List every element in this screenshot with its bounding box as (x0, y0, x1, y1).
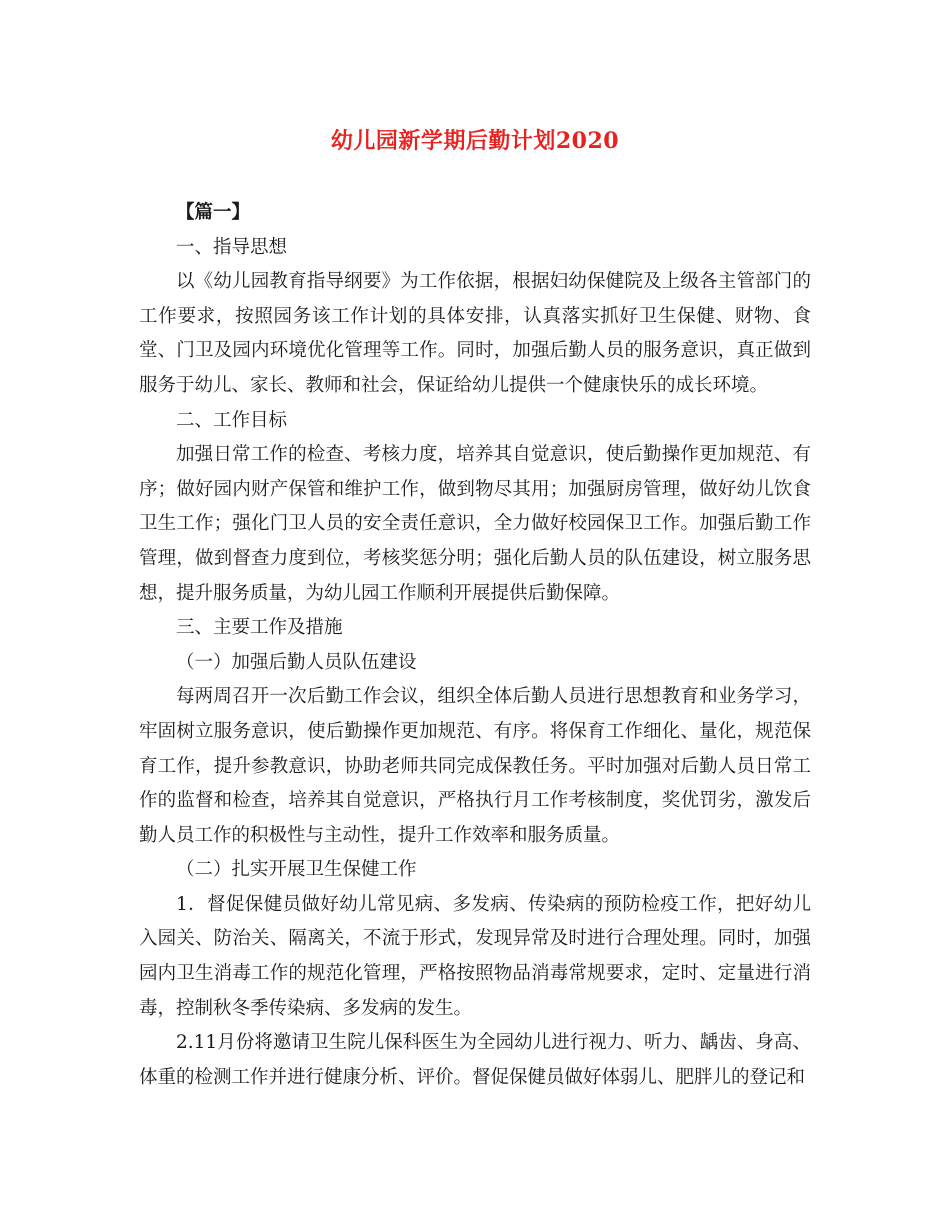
subheading-health-care: （二）扎实开展卫生保健工作 (176, 859, 417, 881)
paragraph: 加强日常工作的检查、考核力度，培养其自觉意识，使后勤操作更加规范、有序；做好园内财产保管和维护工作，做到物尽其用；加强厨房管理，做好幼儿饮食卫生工作；强化门卫人员的安全责任意识，全力做好校园保卫工作。加强后勤工作管理，做到督查力度到位，考核奖惩分明；强化后勤人员的队伍建设，树立服务思想，提升服务质量，为幼儿园工作顺利开展提供后勤保障。 (139, 444, 811, 604)
document-title: 幼儿园新学期后勤计划2020 (330, 128, 620, 154)
heading-main-work: 三、主要工作及措施 (176, 617, 343, 639)
paragraph: 以《幼儿园教育指导纲要》为工作依据，根据妇幼保健院及上级各主管部门的工作要求，按照园务该工作计划的具体安排，认真落实抓好卫生保健、财物、食堂、门卫及园内环境优化管理等工作。同时，加强后勤人员的服务意识，真正做到服务于幼儿、家长、教师和社会，保证给幼儿提供一个健康快乐的成长环境。 (139, 271, 811, 396)
heading-work-goals: 二、工作目标 (176, 409, 288, 431)
paragraph: 1．督促保健员做好幼儿常见病、多发病、传染病的预防检疫工作，把好幼儿入园关、防治关、隔离关，不流于形式，发现异常及时进行合理处理。同时，加强园内卫生消毒工作的规范化管理，严格按照物品消毒常规要求，定时、定量进行消毒，控制秋冬季传染病、多发病的发生。 (139, 893, 811, 1019)
subheading-staff-building: （一）加强后勤人员队伍建设 (176, 651, 417, 673)
section-label: 【篇一】 (176, 202, 251, 223)
paragraph: 每两周召开一次后勤工作会议，组织全体后勤人员进行思想教育和业务学习，牢固树立服务意识，使后勤操作更加规范、有序。将保育工作细化、量化，规范保育工作，提升参教意识，协助老师共同完成保教任务。平时加强对后勤人员日常工作的监督和检查，培养其自觉意识，严格执行月工作考核制度，奖优罚劣，激发后勤人员工作的积极性与主动性，提升工作效率和服务质量。 (139, 686, 811, 846)
heading-guiding-ideology: 一、指导思想 (176, 236, 288, 258)
document-body (139, 196, 811, 1095)
paragraph: 2.11月份将邀请卫生院儿保科医生为全园幼儿进行视力、听力、龋齿、身高、体重的检测工作并进行健康分析、评价。督促保健员做好体弱儿、肥胖儿的登记和 (139, 1032, 811, 1088)
